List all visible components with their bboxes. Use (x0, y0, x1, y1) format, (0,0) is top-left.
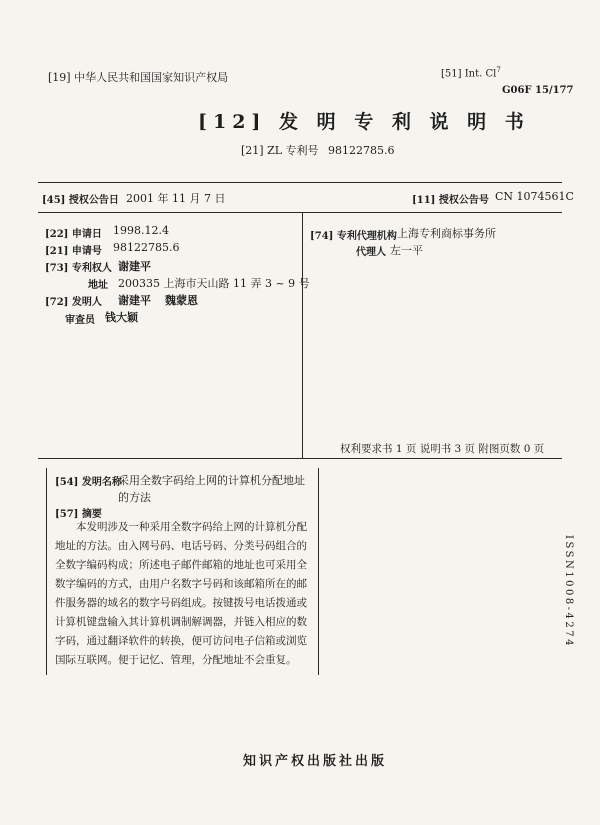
inventor-label: [72] 发明人 (45, 297, 102, 308)
application-no-label: [21] 申请号 (45, 246, 102, 257)
patent-number-label: [21] ZL 专利号 (241, 144, 319, 157)
issuing-office: [19] 中华人民共和国国家知识产权局 (48, 71, 229, 84)
publisher: 知识产权出版社出版 (243, 754, 388, 769)
issn-number: ISSN1008-4274 (563, 535, 574, 649)
filing-date: 1998.12.4 (113, 224, 169, 237)
patent-number-line (241, 142, 395, 158)
biblio-top-rule (38, 212, 562, 213)
patentee-label: [73] 专利权人 (45, 263, 112, 274)
inventor-1: 谢建平 (118, 294, 151, 307)
pub-date-label: [45] 授权公告日 (42, 195, 119, 206)
biblio-divider (302, 212, 303, 458)
pub-no: CN 1074561C (495, 190, 574, 203)
filing-date-label: [22] 申请日 (45, 229, 102, 240)
page-counts: 权利要求书 1 页 说明书 3 页 附图页数 0 页 (340, 443, 545, 455)
pub-no-label: [11] 授权公告号 (412, 195, 489, 206)
examiner-label: 审查员 (65, 315, 95, 326)
pub-date: 2001 年 11 月 7 日 (126, 192, 226, 205)
patentee: 谢建平 (118, 260, 151, 273)
agency: 上海专利商标事务所 (397, 227, 496, 240)
agent-label: 代理人 (356, 247, 386, 258)
abstract-body (55, 518, 310, 670)
examiner: 钱大颖 (105, 311, 138, 324)
agent: 左一平 (390, 244, 423, 257)
invention-name-label: [54] 发明名称 (55, 477, 122, 488)
document-title: [12] 发 明 专 利 说 明 书 (198, 111, 530, 133)
application-no: 98122785.6 (113, 241, 180, 254)
address: 200335 上海市天山路 11 弄 3 ~ 9 号 (118, 277, 310, 290)
abstract-right-rule (318, 468, 319, 675)
int-cl-text: [51] Int. Cl (441, 68, 497, 80)
abstract-label: [57] 摘要 (55, 509, 102, 520)
agency-label: [74] 专利代理机构 (310, 231, 397, 242)
int-cl-version: 7 (496, 66, 501, 74)
top-rule (38, 182, 562, 183)
abstract-text: 本发明涉及一种采用全数字码给上网的计算机分配地址的方法。由入网号码、电话号码、分类号码组合的全数字编码构成；所述电子邮件邮箱的地址也可采用全数字编码的方式，由用户名数字号码和该邮箱所在的邮件服务器的域名的数字号码组成。按键拨号电话拨通或计算机键盘输入其计算机调制解调器，并链入相应的数字码，通过翻译软件的转换，便可访问电子信箱或浏览国际互联网。便于记忆、管理，分配地址不会重复。 (55, 521, 307, 666)
biblio-bottom-rule (38, 458, 562, 459)
invention-name-line1: 采用全数字码给上网的计算机分配地址 (118, 474, 305, 487)
ipc-code: G06F 15/177 (502, 85, 574, 96)
invention-name-line2: 的方法 (118, 491, 151, 504)
int-cl-label (441, 66, 501, 79)
abstract-left-rule (46, 468, 47, 675)
patent-number: 98122785.6 (328, 144, 395, 157)
inventor-2: 魏蒙恩 (165, 294, 198, 307)
address-label: 地址 (88, 280, 108, 291)
